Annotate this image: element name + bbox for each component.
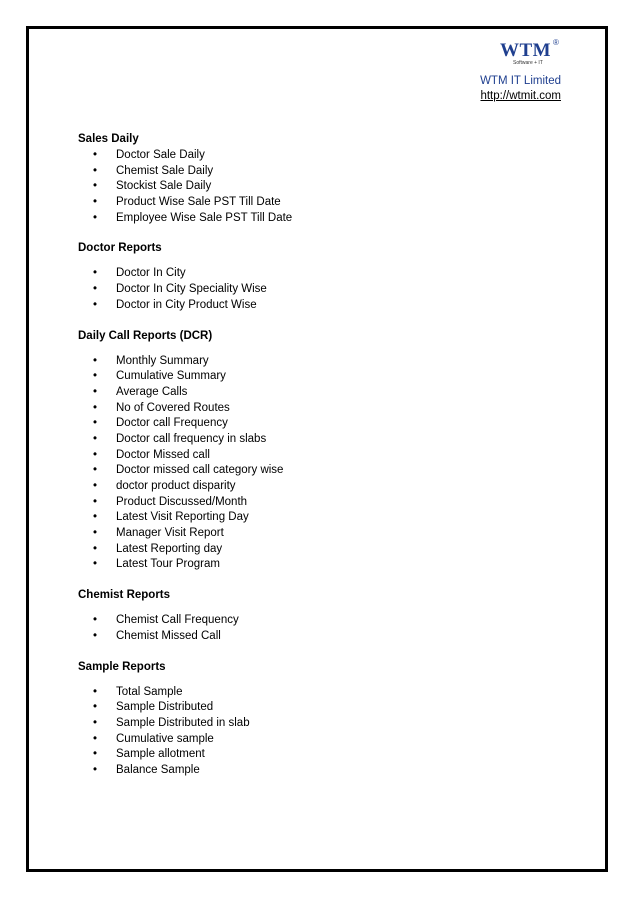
list-item: • Employee Wise Sale PST Till Date (78, 211, 558, 227)
list-item: • Latest Reporting day (78, 542, 558, 558)
list-item: • No of Covered Routes (78, 401, 558, 417)
doctor-reports-list (78, 266, 558, 313)
list-item: • Manager Visit Report (78, 526, 558, 542)
registered-mark: ® (553, 38, 559, 47)
list-item: • Chemist Call Frequency (78, 613, 558, 629)
section-title-sample-reports: Sample Reports (78, 660, 166, 673)
section-title-chemist-reports: Chemist Reports (78, 589, 171, 602)
list-item: • Latest Visit Reporting Day (78, 510, 558, 526)
list-item: • Chemist Sale Daily (78, 164, 558, 180)
dcr-list (78, 354, 558, 574)
section-title-sales-daily: Sales Daily (78, 133, 139, 145)
list-item: • Sample Distributed in slab (78, 716, 558, 732)
list-item: • Product Discussed/Month (78, 495, 558, 511)
list-item: • Sample Distributed (78, 700, 558, 716)
section-title-doctor-reports: Doctor Reports (78, 242, 162, 255)
list-item: • Doctor call frequency in slabs (78, 432, 558, 448)
list-item: • Sample allotment (78, 747, 558, 763)
list-item: • Product Wise Sale PST Till Date (78, 195, 558, 211)
list-item: • doctor product disparity (78, 479, 558, 495)
list-item: • Chemist Missed Call (78, 629, 558, 645)
list-item: • Average Calls (78, 385, 558, 401)
chemist-reports-list (78, 613, 558, 644)
list-item: • Latest Tour Program (78, 557, 558, 573)
list-item: • Cumulative Summary (78, 369, 558, 385)
list-item: • Doctor in City Product Wise (78, 298, 558, 314)
company-url-link[interactable]: http://wtmit.com (480, 90, 561, 102)
logo-text: WTM (500, 40, 552, 61)
company-info (480, 74, 561, 104)
company-name: WTM IT Limited (480, 75, 561, 87)
sales-daily-list (78, 148, 558, 226)
list-item: • Doctor In City Speciality Wise (78, 282, 558, 298)
logo-tagline: Software + IT (513, 60, 543, 66)
list-item: • Doctor In City (78, 266, 558, 282)
section-title-dcr: Daily Call Reports (DCR) (78, 329, 213, 342)
list-item: • Doctor Sale Daily (78, 148, 558, 164)
list-item: • Total Sample (78, 685, 558, 701)
sample-reports-list (78, 685, 558, 779)
list-item: • Balance Sample (78, 763, 558, 779)
list-item: • Doctor call Frequency (78, 416, 558, 432)
report-content (78, 131, 558, 779)
list-item: • Monthly Summary (78, 354, 558, 370)
list-item: • Cumulative sample (78, 732, 558, 748)
list-item: • Doctor missed call category wise (78, 463, 558, 479)
list-item: • Doctor Missed call (78, 448, 558, 464)
list-item: • Stockist Sale Daily (78, 179, 558, 195)
wtm-logo (500, 40, 562, 70)
